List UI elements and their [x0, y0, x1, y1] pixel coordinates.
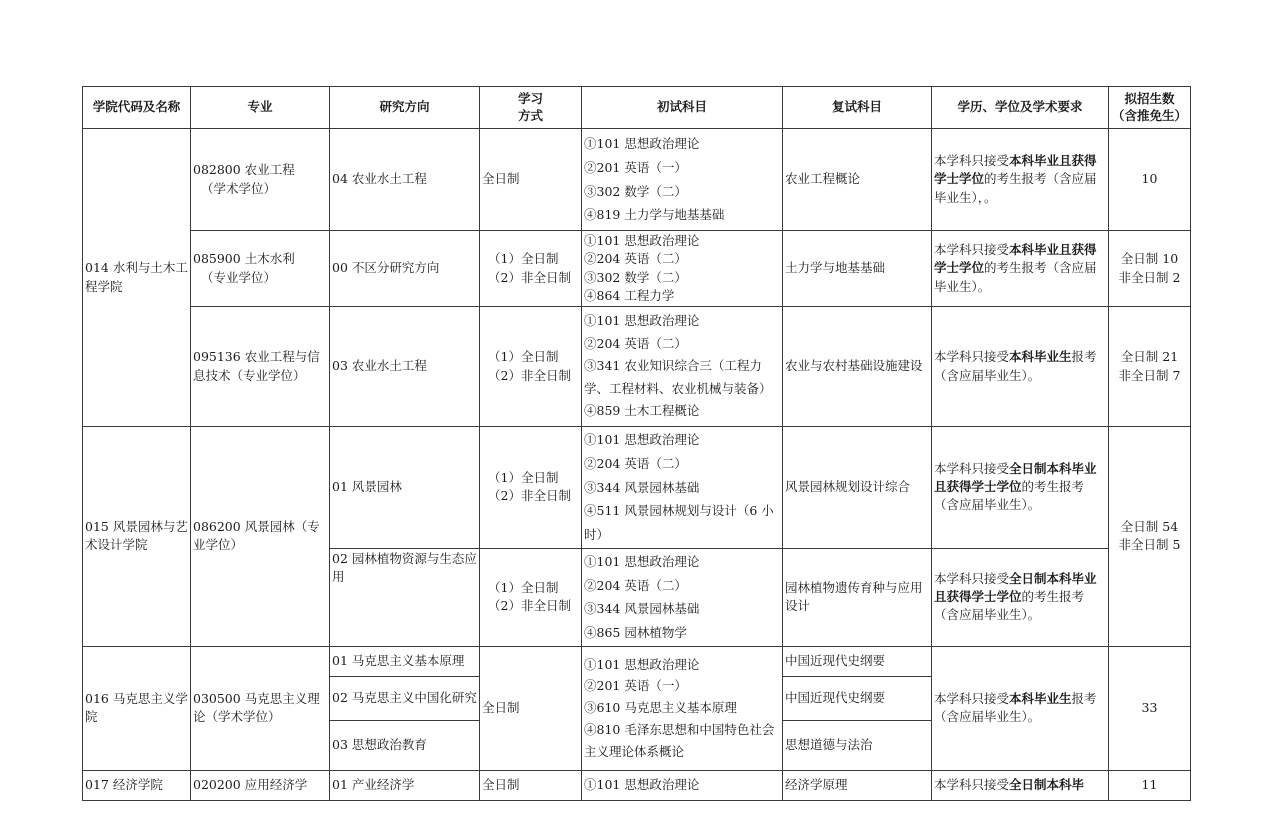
mode-cell: 全日制 — [480, 129, 582, 231]
header-requirements: 学历、学位及学术要求 — [932, 87, 1109, 129]
quota-cell: 10 — [1109, 129, 1191, 231]
mode-cell: 全日制 — [480, 770, 582, 800]
college-name: 016 马克思主义学院 — [83, 646, 191, 770]
requirements-cell: 本学科只接受全日制本科毕业且获得学士学位的考生报考（含应届毕业生）。 — [932, 427, 1109, 549]
subjects-cell: ①101 思想政治理论 ②201 英语（一） ③610 马克思主义基本原理 ④810 毛泽东思想和中国特色社会主义理论体系概论 — [582, 646, 783, 770]
quota-cell: 全日制 10 非全日制 2 — [1109, 231, 1191, 307]
college-name: 014 水利与土木工程学院 — [83, 129, 191, 427]
header-major: 专业 — [191, 87, 330, 129]
major-cell: 085900 土木水利 （专业学位） — [191, 231, 330, 307]
requirements-cell: 本学科只接受本科毕业且获得学士学位的考生报考（含应届毕业生），。 — [932, 129, 1109, 231]
mode-cell: （1）全日制 （2）非全日制 — [480, 307, 582, 427]
quota-cell: 33 — [1109, 646, 1191, 770]
major-cell: 086200 风景园林（专业学位） — [191, 427, 330, 647]
retest-cell: 园林植物遗传育种与应用设计 — [783, 548, 932, 646]
college-name: 015 风景园林与艺术设计学院 — [83, 427, 191, 647]
quota-cell: 11 — [1109, 770, 1191, 800]
retest-cell: 风景园林规划设计综合 — [783, 427, 932, 549]
subjects-cell: ①101 思想政治理论 ②204 英语（二） ③344 风景园林基础 ④865 园林植物学 — [582, 548, 783, 646]
table-row — [83, 307, 1191, 427]
direction-cell: 03 思想政治教育 — [330, 720, 480, 770]
direction-cell: 01 马克思主义基本原理 — [330, 646, 480, 676]
major-cell: 020200 应用经济学 — [191, 770, 330, 800]
header-quota: 拟招生数 （含推免生） — [1109, 87, 1191, 129]
direction-cell: 04 农业水土工程 — [330, 129, 480, 231]
retest-cell: 农业与农村基础设施建设 — [783, 307, 932, 427]
direction-cell: 02 园林植物资源与生态应用 — [330, 548, 480, 646]
requirements-cell: 本学科只接受全日制本科毕 — [932, 770, 1109, 800]
major-cell: 095136 农业工程与信息技术（专业学位） — [191, 307, 330, 427]
direction-cell: 02 马克思主义中国化研究 — [330, 676, 480, 720]
requirements-cell: 本学科只接受本科毕业且获得学士学位的考生报考（含应届毕业生）。 — [932, 231, 1109, 307]
retest-cell: 中国近现代史纲要 — [783, 646, 932, 676]
subjects-cell: ①101 思想政治理论 ②204 英语（二） ③302 数学（二） ④864 工程力学 — [582, 231, 783, 307]
header-direction: 研究方向 — [330, 87, 480, 129]
direction-cell: 00 不区分研究方向 — [330, 231, 480, 307]
header-retest: 复试科目 — [783, 87, 932, 129]
retest-cell: 思想道德与法治 — [783, 720, 932, 770]
mode-cell: （1）全日制 （2）非全日制 — [480, 427, 582, 549]
major-cell: 082800 农业工程 （学术学位） — [191, 129, 330, 231]
table-row — [83, 427, 1191, 549]
major-cell: 030500 马克思主义理论（学术学位） — [191, 646, 330, 770]
table-row — [83, 231, 1191, 307]
subjects-cell: ①101 思想政治理论 ②201 英语（一） ③302 数学（二） ④819 土力学与地基基础 — [582, 129, 783, 231]
header-initial-exam: 初试科目 — [582, 87, 783, 129]
direction-cell: 01 风景园林 — [330, 427, 480, 549]
requirements-cell: 本学科只接受本科毕业生报考（含应届毕业生）。 — [932, 646, 1109, 770]
header-mode: 学习 方式 — [480, 87, 582, 129]
mode-cell: 全日制 — [480, 646, 582, 770]
direction-cell: 01 产业经济学 — [330, 770, 480, 800]
direction-cell: 03 农业水土工程 — [330, 307, 480, 427]
college-name: 017 经济学院 — [83, 770, 191, 800]
retest-cell: 经济学原理 — [783, 770, 932, 800]
table-row — [83, 646, 1191, 676]
retest-cell: 农业工程概论 — [783, 129, 932, 231]
subjects-cell: ①101 思想政治理论 ②204 英语（二） ③341 农业知识综合三（工程力学、工程材料、农业机械与装备） ④859 土木工程概论 — [582, 307, 783, 427]
header-college: 学院代码及名称 — [83, 87, 191, 129]
header-row — [83, 87, 1191, 129]
requirements-cell: 本学科只接受本科毕业生报考（含应届毕业生）。 — [932, 307, 1109, 427]
subjects-cell: ①101 思想政治理论 — [582, 770, 783, 800]
quota-cell: 全日制 21 非全日制 7 — [1109, 307, 1191, 427]
mode-cell: （1）全日制 （2）非全日制 — [480, 548, 582, 646]
subjects-cell: ①101 思想政治理论 ②204 英语（二） ③344 风景园林基础 ④511 风景园林规划与设计（6 小时） — [582, 427, 783, 549]
retest-cell: 中国近现代史纲要 — [783, 676, 932, 720]
requirements-cell: 本学科只接受全日制本科毕业且获得学士学位的考生报考（含应届毕业生）。 — [932, 548, 1109, 646]
mode-cell: （1）全日制 （2）非全日制 — [480, 231, 582, 307]
retest-cell: 土力学与地基基础 — [783, 231, 932, 307]
quota-cell: 全日制 54 非全日制 5 — [1109, 427, 1191, 647]
table-row — [83, 770, 1191, 800]
admissions-table — [82, 86, 1191, 801]
table-row — [83, 129, 1191, 231]
